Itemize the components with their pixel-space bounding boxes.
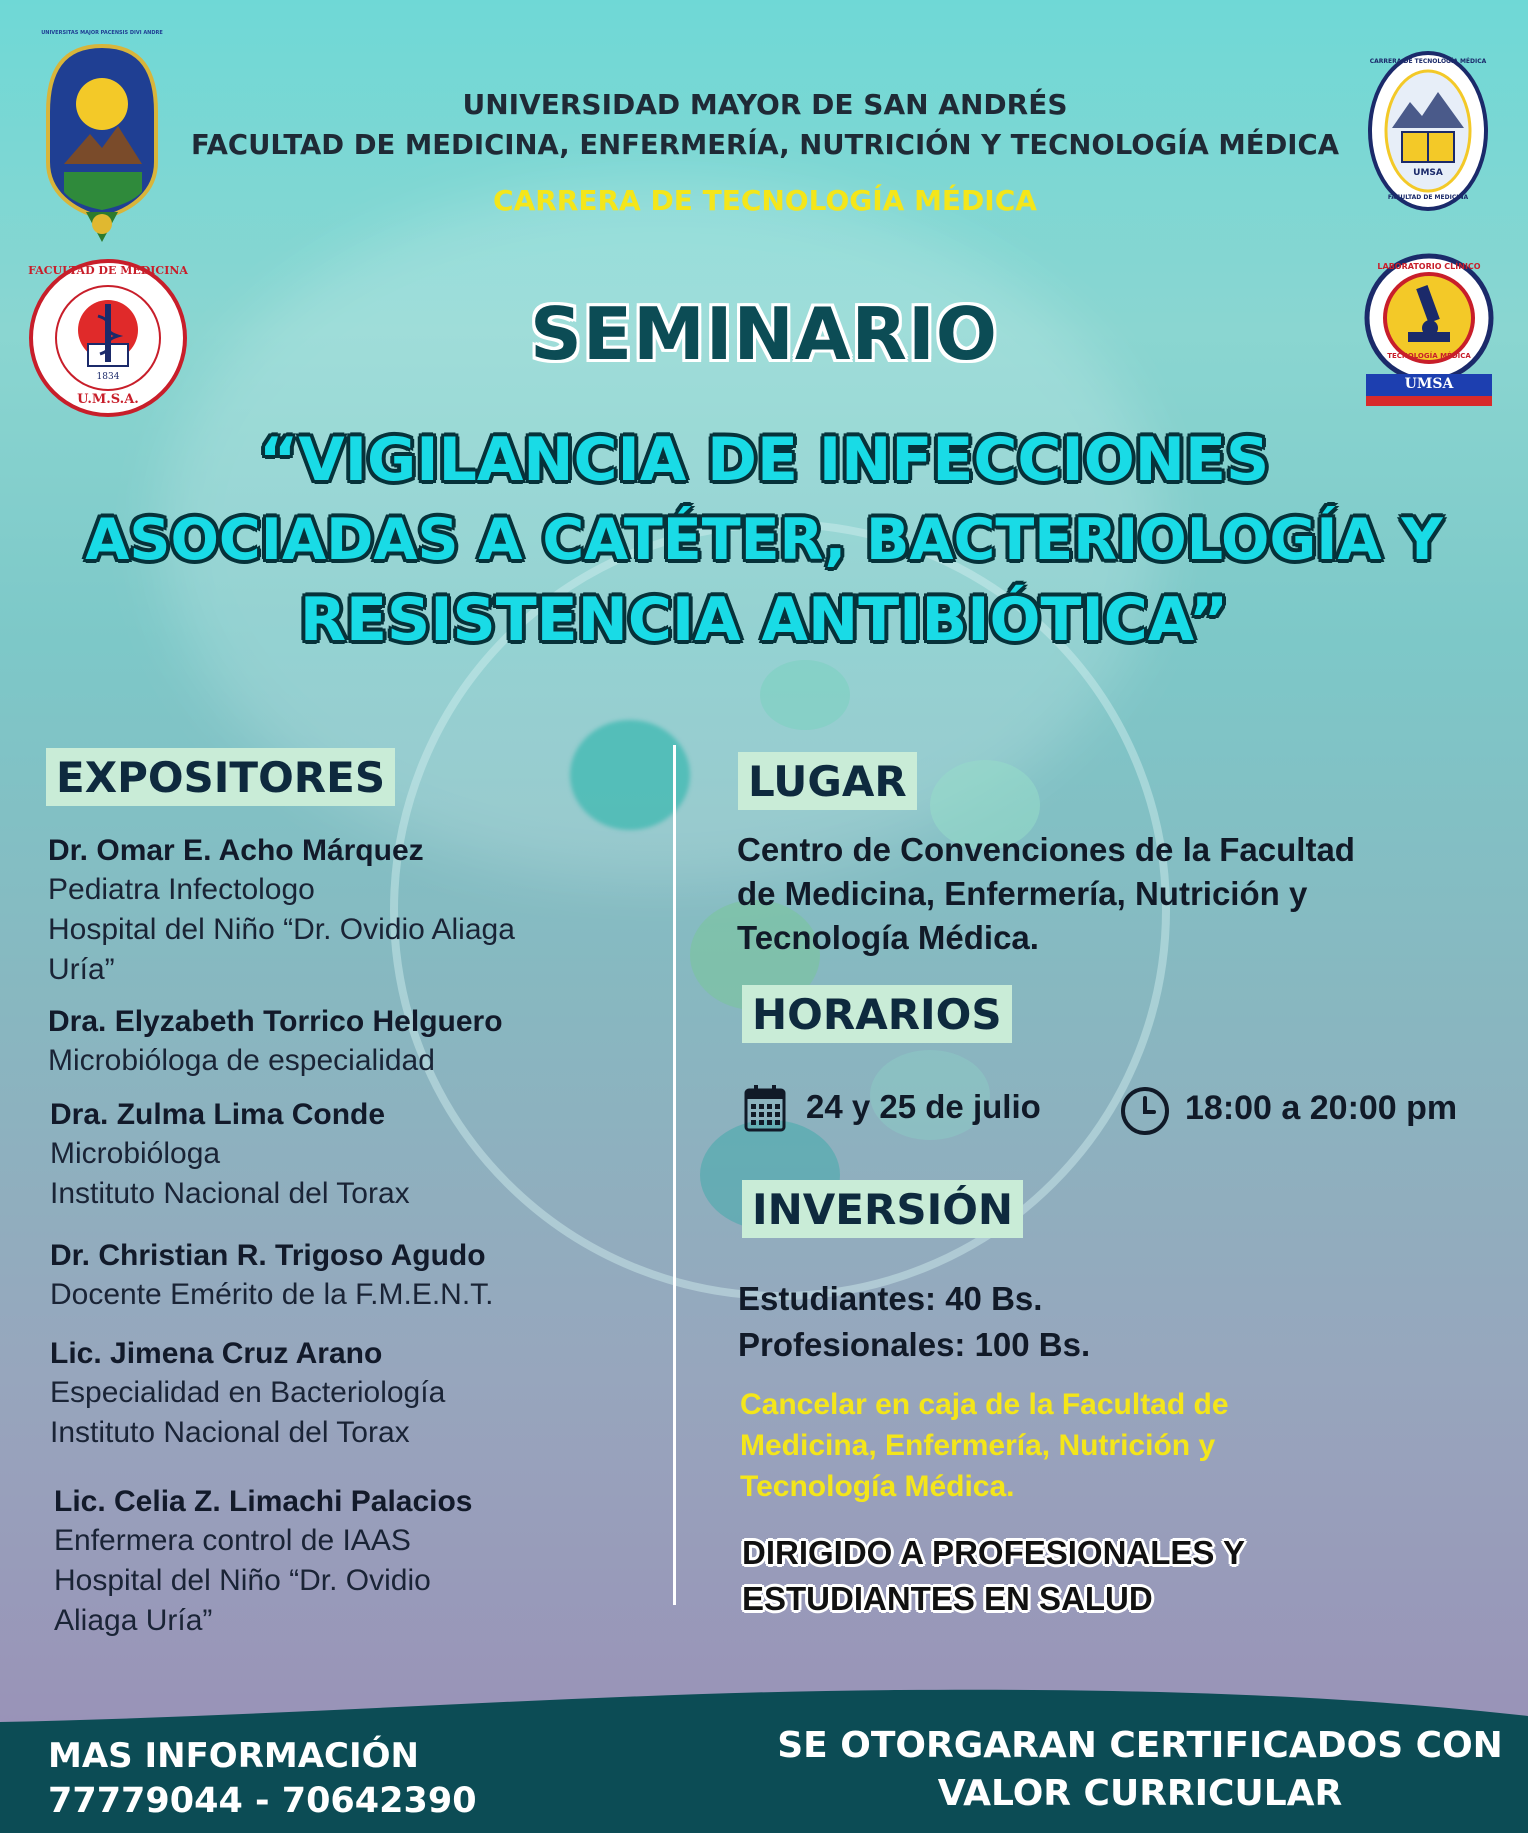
tecnologia-seal-top-text: CARRERA DE TECNOLOGÍA MÉDICA [1369,58,1487,65]
laboratorio-seal-band-text: UMSA [1404,376,1454,392]
tecnologia-seal-bottom-text: FACULTAD DE MEDICINA [1387,194,1469,201]
faculty-seal-top-text: FACULTAD DE MEDICINA [28,264,188,277]
speakers-heading: EXPOSITORES [46,748,395,806]
faculty-seal-bottom-text: U.M.S.A. [77,392,139,407]
career-name: CARRERA DE TECNOLOGÍA MÉDICA [493,184,1037,217]
event-title-line1: “VIGILANCIA DE INFECCIONES [258,425,1270,495]
speaker-6 [54,1483,674,1641]
umsa-shield-text: UNIVERSITAS MAJOR PACENSIS DIVI ANDRE [41,30,163,36]
faculty-name: FACULTAD DE MEDICINA, ENFERMERÍA, NUTRICIÓN Y TECNOLOGÍA MÉDICA [190,129,1340,161]
speaker-detail: Docente Emérito de la F.M.E.N.T. [50,1278,494,1311]
event-title-line3: RESISTENCIA ANTIBIÓTICA” [299,585,1229,655]
speaker-detail: Aliaga Uría” [54,1604,213,1637]
venue-line: Centro de Convenciones de la Facultad [737,831,1355,868]
laboratorio-seal-bottom-text: TECNOLOGÍA MÉDICA [1387,352,1471,360]
footer-certificate [760,1722,1520,1818]
schedule-date: 24 y 25 de julio [806,1088,1041,1125]
speaker-detail: Microbióloga [50,1137,221,1170]
tecnologia-seal-logo [1366,48,1490,214]
speaker-detail: Microbióloga de especialidad [48,1044,435,1077]
speaker-name: Dra. Zulma Lima Conde [50,1098,386,1131]
speaker-detail: Hospital del Niño “Dr. Ovidio Aliaga [48,913,515,946]
speaker-detail: Enfermera control de IAAS [54,1524,411,1557]
bg-colony-3 [760,660,850,730]
column-divider [673,745,676,1605]
laboratorio-seal-logo [1364,252,1494,410]
speaker-3 [50,1096,670,1214]
audience-line: ESTUDIANTES EN SALUD [742,1580,1153,1617]
payment-note [740,1384,1520,1507]
calendar-icon [744,1084,786,1132]
speaker-5 [50,1335,670,1453]
faculty-seal-year: 1834 [96,372,120,382]
speaker-1 [48,832,668,990]
speaker-detail: Especialidad en Bacteriología [50,1376,446,1409]
speaker-detail: Instituto Nacional del Torax [50,1416,410,1449]
clock-icon [1120,1086,1170,1136]
payment-line: Medicina, Enfermería, Nutrición y [740,1429,1216,1462]
certificate-line: SE OTORGARAN CERTIFICADOS CON [777,1725,1503,1766]
schedule-time: 18:00 a 20:00 pm [1185,1089,1458,1127]
payment-line: Tecnología Médica. [740,1470,1015,1503]
laboratorio-seal-top-text: LABORATORIO CLÍNICO [1377,262,1481,271]
event-title-line2: ASOCIADAS A CATÉTER, BACTERIOLOGÍA Y [85,507,1443,573]
venue-line: de Medicina, Enfermería, Nutrición y [737,875,1308,912]
audience-note [742,1530,1522,1622]
speaker-name: Dr. Omar E. Acho Márquez [48,834,424,867]
university-name: UNIVERSIDAD MAYOR DE SAN ANDRÉS [462,88,1068,121]
speaker-4 [50,1237,670,1315]
payment-line: Cancelar en caja de la Facultad de [740,1388,1229,1421]
certificate-line: VALOR CURRICULAR [937,1773,1343,1814]
venue-text [737,828,1517,960]
umsa-shield-logo [42,42,162,242]
investment-heading: INVERSIÓN [742,1180,1023,1238]
faculty-seal-logo [28,258,188,418]
footer-info-label: MAS INFORMACIÓN [48,1736,419,1776]
speaker-2 [48,1003,668,1081]
event-type: SEMINARIO [530,292,998,376]
speaker-detail: Uría” [48,953,115,986]
schedule-heading: HORARIOS [742,985,1012,1043]
venue-heading: LUGAR [738,752,917,810]
speaker-detail: Instituto Nacional del Torax [50,1177,410,1210]
speaker-detail: Hospital del Niño “Dr. Ovidio [54,1564,431,1597]
tecnologia-seal-center-text: UMSA [1413,168,1443,178]
footer-phones: 77779044 - 70642390 [48,1781,477,1821]
speaker-name: Dra. Elyzabeth Torrico Helguero [48,1005,503,1038]
bg-colony-1 [570,720,690,830]
venue-line: Tecnología Médica. [737,919,1039,956]
price-students: Estudiantes: 40 Bs. [738,1280,1043,1317]
speaker-name: Dr. Christian R. Trigoso Agudo [50,1239,486,1272]
price-professionals: Profesionales: 100 Bs. [738,1326,1091,1363]
speaker-detail: Pediatra Infectologo [48,873,315,906]
speaker-name: Lic. Jimena Cruz Arano [50,1337,383,1370]
speaker-name: Lic. Celia Z. Limachi Palacios [54,1485,473,1518]
audience-line: DIRIGIDO A PROFESIONALES Y [742,1534,1246,1571]
